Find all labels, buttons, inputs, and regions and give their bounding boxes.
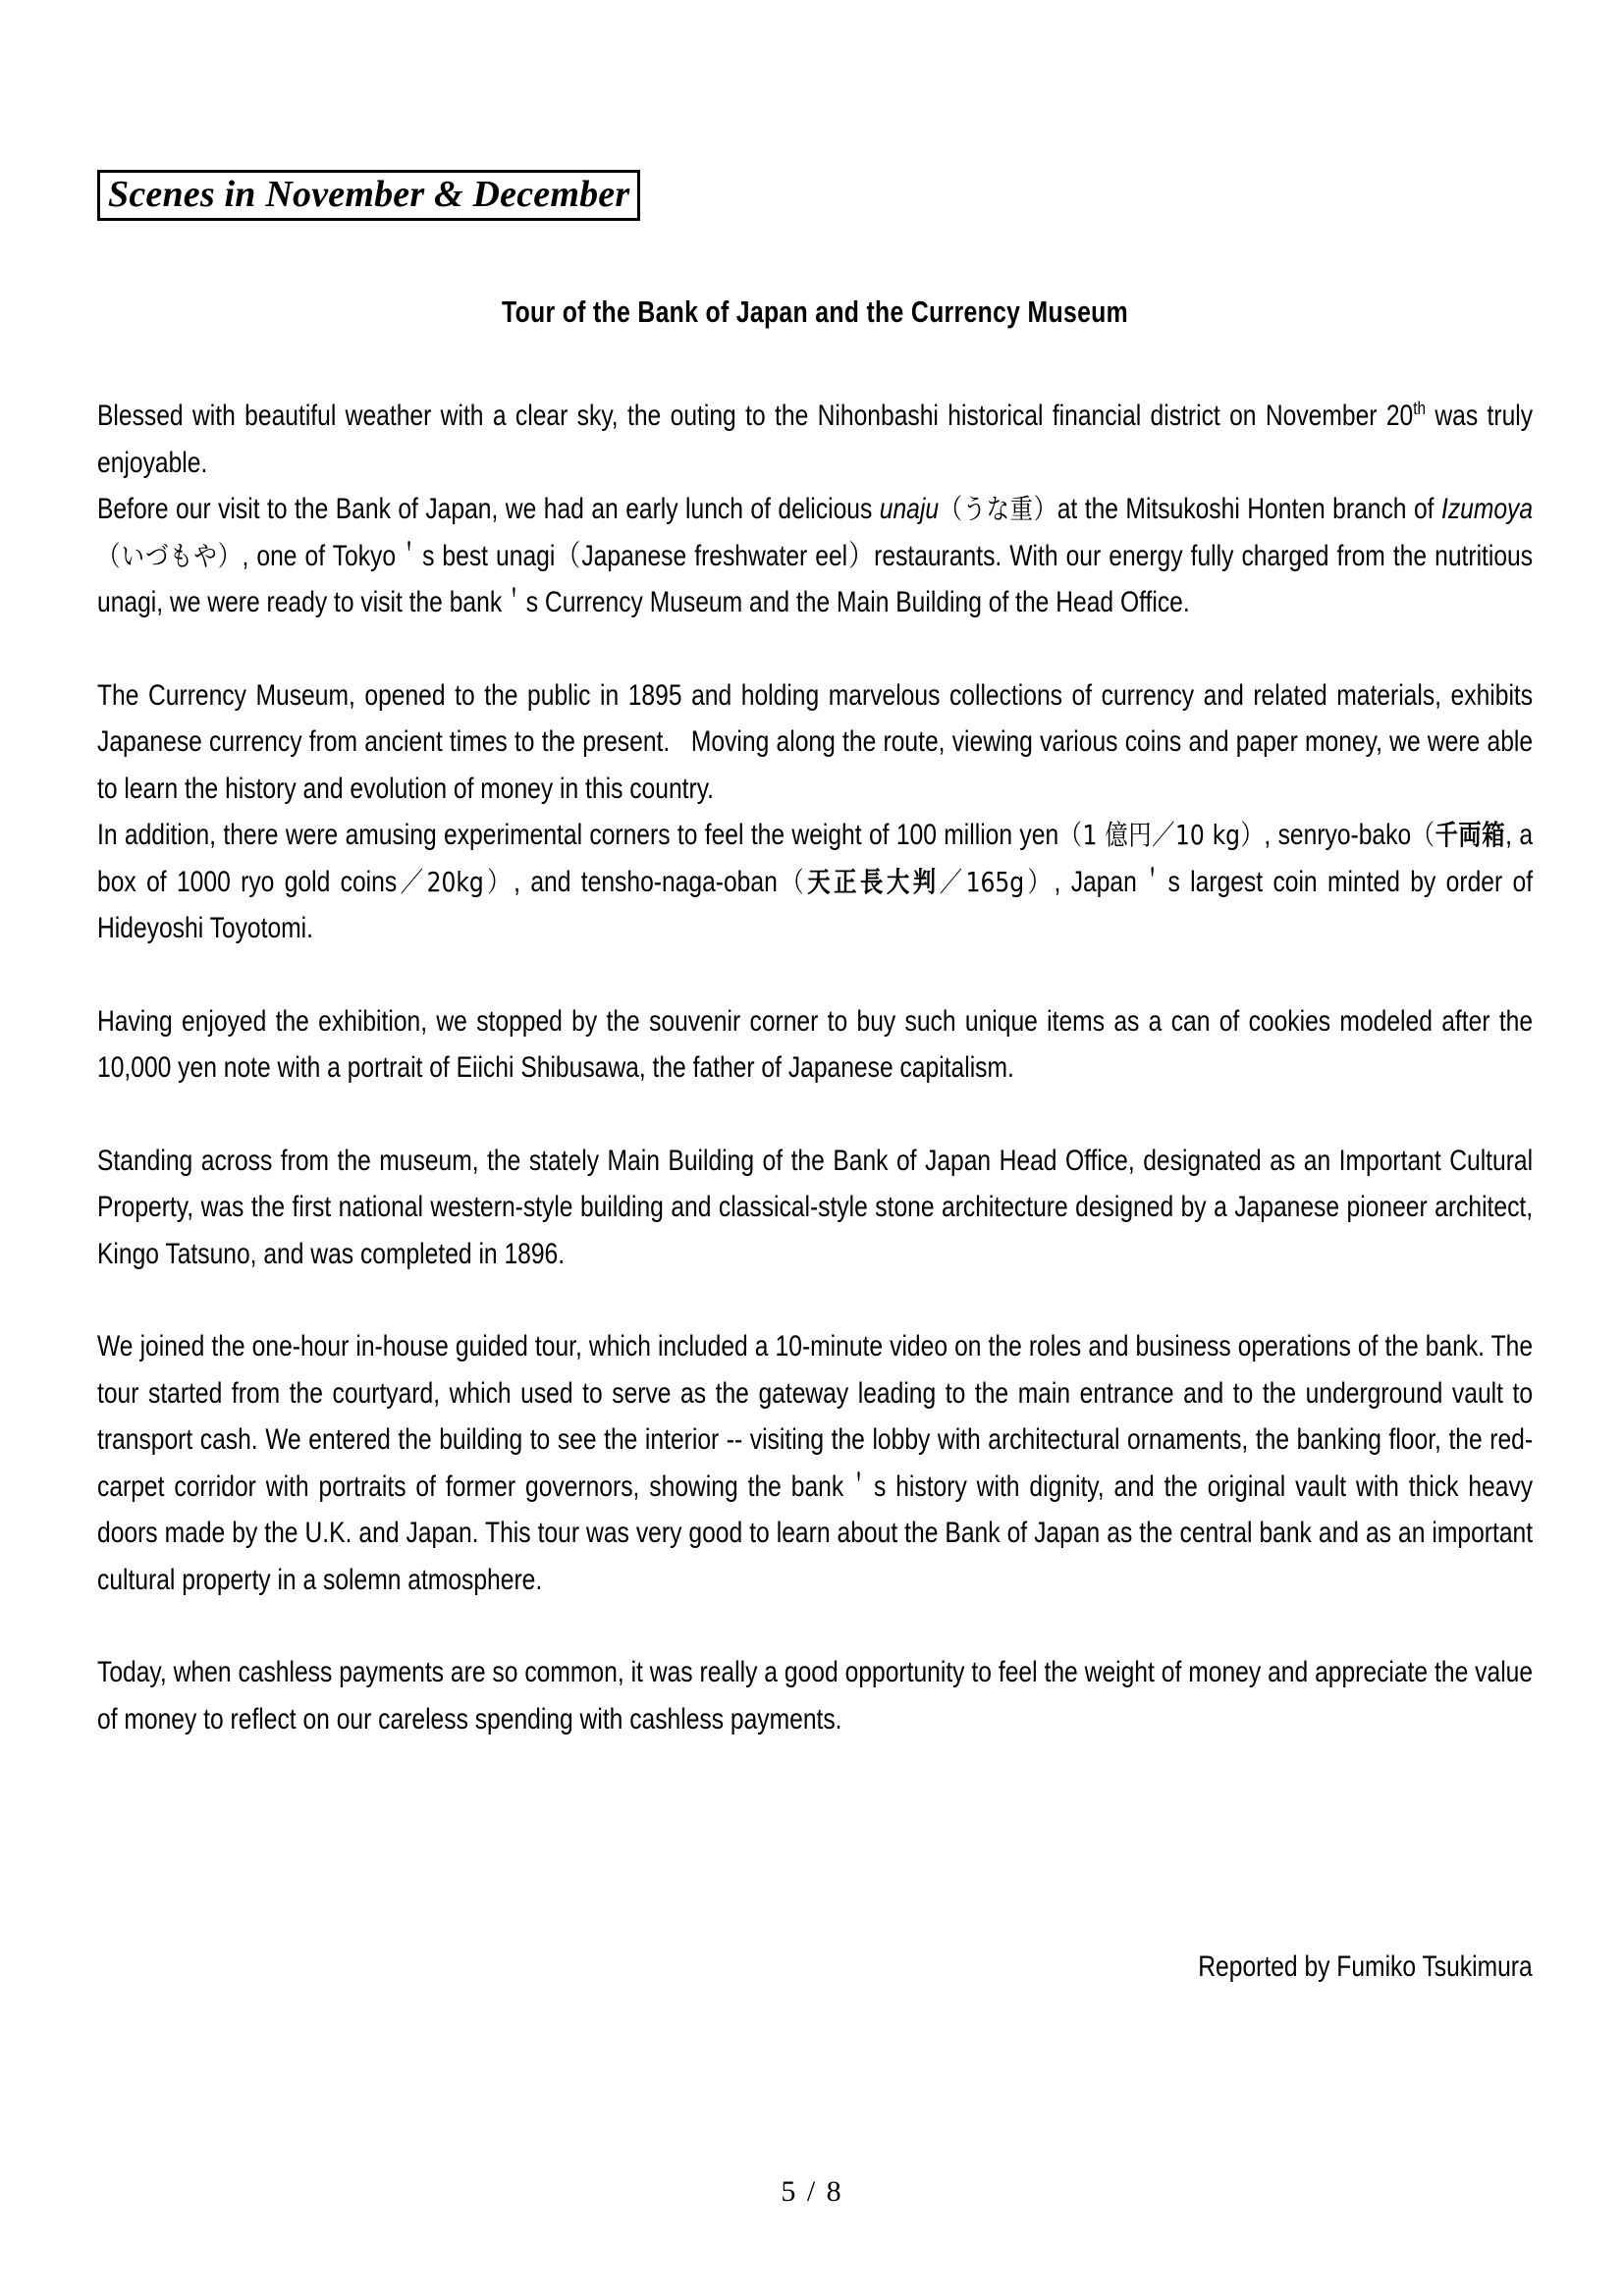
japanese-term-tensho-naga-oban: 天正長大判 bbox=[807, 865, 940, 898]
text-run: Having enjoyed the exhibition, we stopped by the souvenir corner to buy such unique items as a can of cookies modeled after the 10,000 yen note with a portrait of Eiichi Shibusawa, the father of Japanese capitalism. bbox=[97, 1004, 1534, 1084]
text-run: , senryo-bako bbox=[1264, 819, 1412, 851]
text-run: , and tensho-naga-oban bbox=[514, 865, 778, 898]
japanese-term-izumoya: （いづもや） bbox=[97, 539, 243, 572]
japanese-term-165g: ／165g） bbox=[939, 865, 1055, 898]
text-run: We joined the one-hour in-house guided tour, which included a 10-minute video on the roles and business operations of the bank. The tour started from the courtyard, which used to serve as the gateway leading to the main entrance and to the underground vault to transport cash. We entered the building to see the interior -- visiting the lobby with architectural ornaments, the banking floor, the red-carpet corridor with portraits of former governors, showing the bank＇s history with dignity, and the original vault with thick heavy doors made by the U.K. and Japan. This tour was very good to learn about the Bank of Japan as the central bank and as an important cultural property in a solemn atmosphere. bbox=[97, 1330, 1534, 1596]
paragraph-4 bbox=[97, 1138, 1533, 1278]
paragraph-2 bbox=[97, 672, 1533, 952]
paragraph-3 bbox=[97, 998, 1533, 1092]
japanese-term-senryobako: 千両箱 bbox=[1435, 819, 1506, 851]
japanese-term-100m-yen: （1 億円／10 kg） bbox=[1058, 819, 1265, 851]
paragraph-gap bbox=[97, 1092, 1533, 1138]
japanese-term-unaju: （うな重） bbox=[939, 493, 1057, 525]
paragraph-1 bbox=[97, 393, 1533, 626]
paragraph-6 bbox=[97, 1649, 1533, 1742]
text-run: The Currency Museum, opened to the public in 1895 and holding marvelous collections of currency and related materials, exhibits Japanese currency from ancient times to the present. Moving along the route, viewing various coins and paper money, we were able to learn the history and evolution of money in this country. In addition, there were amusing experimental corners to feel the weight of 100 million yen bbox=[97, 678, 1534, 851]
report-signature bbox=[97, 1948, 1533, 1987]
text-run: Today, when cashless payments are so common, it was really a good opportunity to feel the weight of money and appreciate the value of money to reflect on our careless spending with cashless payments. bbox=[97, 1656, 1534, 1735]
text-run: , one of Tokyo＇s best unagi（Japanese freshwater eel）restaurants. With our energy fully charged from the nutritious unagi, we were ready to visit the bank＇s Currency Museum and the Main Building of the Head Office. bbox=[97, 539, 1534, 618]
japanese-term-20kg: ／20kg） bbox=[397, 865, 514, 898]
section-header-box bbox=[97, 170, 640, 221]
section-header-title: Scenes in November & December bbox=[108, 173, 630, 215]
page-number: 5 / 8 bbox=[781, 2175, 843, 2208]
signature-text: Reported by Fumiko Tsukimura bbox=[1198, 1950, 1533, 1983]
text-run: Blessed with beautiful weather with a clear sky, the outing to the Nihonbashi historical financial district on November 20 bbox=[97, 400, 1414, 432]
article-body bbox=[97, 393, 1533, 1742]
text-run: at the Mitsukoshi Honten branch of bbox=[1056, 493, 1441, 525]
text-run: , a box of 1000 ryo gold coins bbox=[97, 819, 1534, 898]
italic-term-izumoya: Izumoya bbox=[1440, 493, 1534, 525]
paragraph-gap bbox=[97, 1603, 1533, 1649]
japanese-paren-open: （ bbox=[1411, 819, 1435, 851]
text-run: Standing across from the museum, the stately Main Building of the Bank of Japan Head Office, designated as an Important Cultural Property, was the first national western-style building and classical-style stone architecture designed by a Japanese pioneer architect, Kingo Tatsuno, and was completed in 1896. bbox=[97, 1144, 1534, 1270]
text-run: , Japan＇s largest coin minted by order of Hideyoshi Toyotomi. bbox=[97, 865, 1534, 944]
paragraph-gap bbox=[97, 626, 1533, 672]
paragraph-gap bbox=[97, 952, 1533, 998]
paragraph-5 bbox=[97, 1323, 1533, 1603]
italic-term-unaju: unaju bbox=[879, 493, 940, 525]
text-run: was truly enjoyable. Before our visit to the Bank of Japan, we had an early lunch of delicious bbox=[97, 400, 1534, 525]
paragraph-gap bbox=[97, 1277, 1533, 1323]
article-title: Tour of the Bank of Japan and the Currency Museum bbox=[501, 294, 1129, 329]
ordinal-suffix: th bbox=[1413, 398, 1426, 419]
japanese-paren-open-2: （ bbox=[777, 865, 808, 898]
